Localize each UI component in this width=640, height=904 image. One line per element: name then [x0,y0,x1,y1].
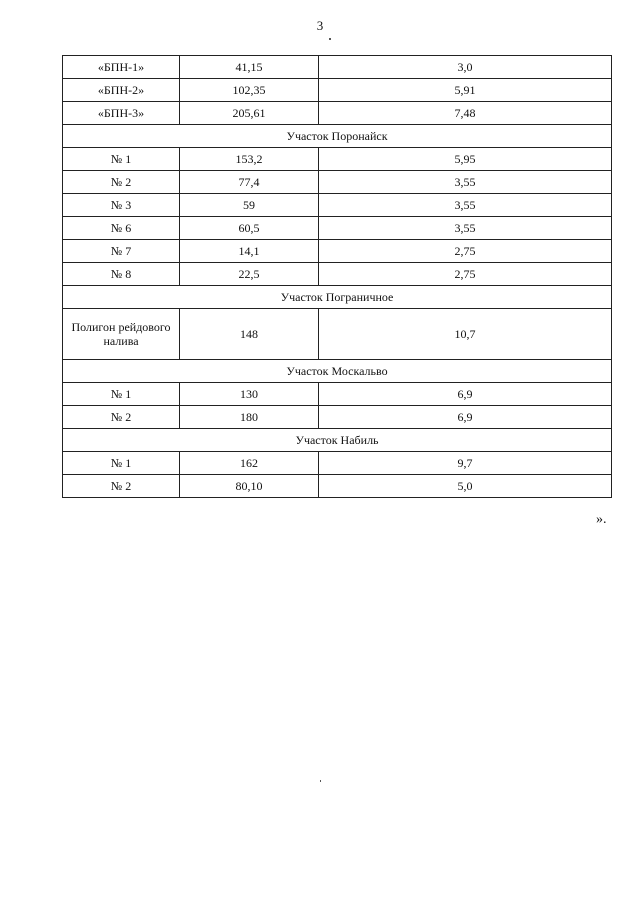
section-title: Участок Пограничное [63,286,612,309]
row-value-1-cell: 80,10 [180,475,319,498]
row-value-1-cell: 14,1 [180,240,319,263]
closing-quote-mark: ». [596,512,607,527]
row-value-1-cell: 41,15 [180,56,319,79]
row-value-2-cell: 6,9 [319,406,612,429]
table-row [63,194,612,217]
table-row [63,406,612,429]
row-name-cell: № 1 [63,383,180,406]
row-name-cell: № 3 [63,194,180,217]
row-name-cell: № 7 [63,240,180,263]
table-body [63,56,612,498]
row-value-1-cell: 180 [180,406,319,429]
row-value-1-cell: 60,5 [180,217,319,240]
row-value-2-cell: 6,9 [319,383,612,406]
table-row [63,171,612,194]
section-header-row [63,125,612,148]
table-row [63,56,612,79]
section-title: Участок Москальво [63,360,612,383]
row-value-2-cell: 2,75 [319,263,612,286]
section-header-row [63,360,612,383]
row-value-1-cell: 153,2 [180,148,319,171]
row-value-2-cell: 3,55 [319,217,612,240]
row-value-2-cell: 5,91 [319,79,612,102]
row-value-1-cell: 77,4 [180,171,319,194]
row-name-cell: № 6 [63,217,180,240]
row-value-2-cell: 2,75 [319,240,612,263]
row-name-cell: «БПН-1» [63,56,180,79]
section-header-row [63,286,612,309]
section-header-row [63,429,612,452]
row-value-1-cell: 22,5 [180,263,319,286]
row-name-cell: № 2 [63,171,180,194]
row-name-cell: «БПН-3» [63,102,180,125]
row-name-cell: № 1 [63,148,180,171]
row-value-2-cell: 9,7 [319,452,612,475]
table-row [63,452,612,475]
row-value-1-cell: 205,61 [180,102,319,125]
table-row [63,148,612,171]
table-row [63,475,612,498]
row-value-1-cell: 148 [180,309,319,360]
page-number: 3 [316,18,324,33]
row-value-2-cell: 7,48 [319,102,612,125]
scan-speck [329,38,331,40]
row-value-2-cell: 3,55 [319,171,612,194]
row-name-cell: № 1 [63,452,180,475]
table-row [63,309,612,360]
table-row [63,263,612,286]
row-name-cell: № 2 [63,475,180,498]
row-value-2-cell: 5,0 [319,475,612,498]
data-table [62,55,612,498]
row-value-2-cell: 3,55 [319,194,612,217]
row-value-2-cell: 5,95 [319,148,612,171]
row-value-1-cell: 130 [180,383,319,406]
row-name-cell: Полигон рейдового налива [63,309,180,360]
table-row [63,217,612,240]
table-row [63,79,612,102]
scan-speck [320,780,321,782]
row-name-cell: № 8 [63,263,180,286]
row-value-1-cell: 59 [180,194,319,217]
table-row [63,102,612,125]
row-name-cell: № 2 [63,406,180,429]
row-value-2-cell: 3,0 [319,56,612,79]
row-value-1-cell: 102,35 [180,79,319,102]
section-title: Участок Поронайск [63,125,612,148]
row-value-1-cell: 162 [180,452,319,475]
row-name-cell: «БПН-2» [63,79,180,102]
table-row [63,240,612,263]
section-title: Участок Набиль [63,429,612,452]
row-value-2-cell: 10,7 [319,309,612,360]
table-row [63,383,612,406]
